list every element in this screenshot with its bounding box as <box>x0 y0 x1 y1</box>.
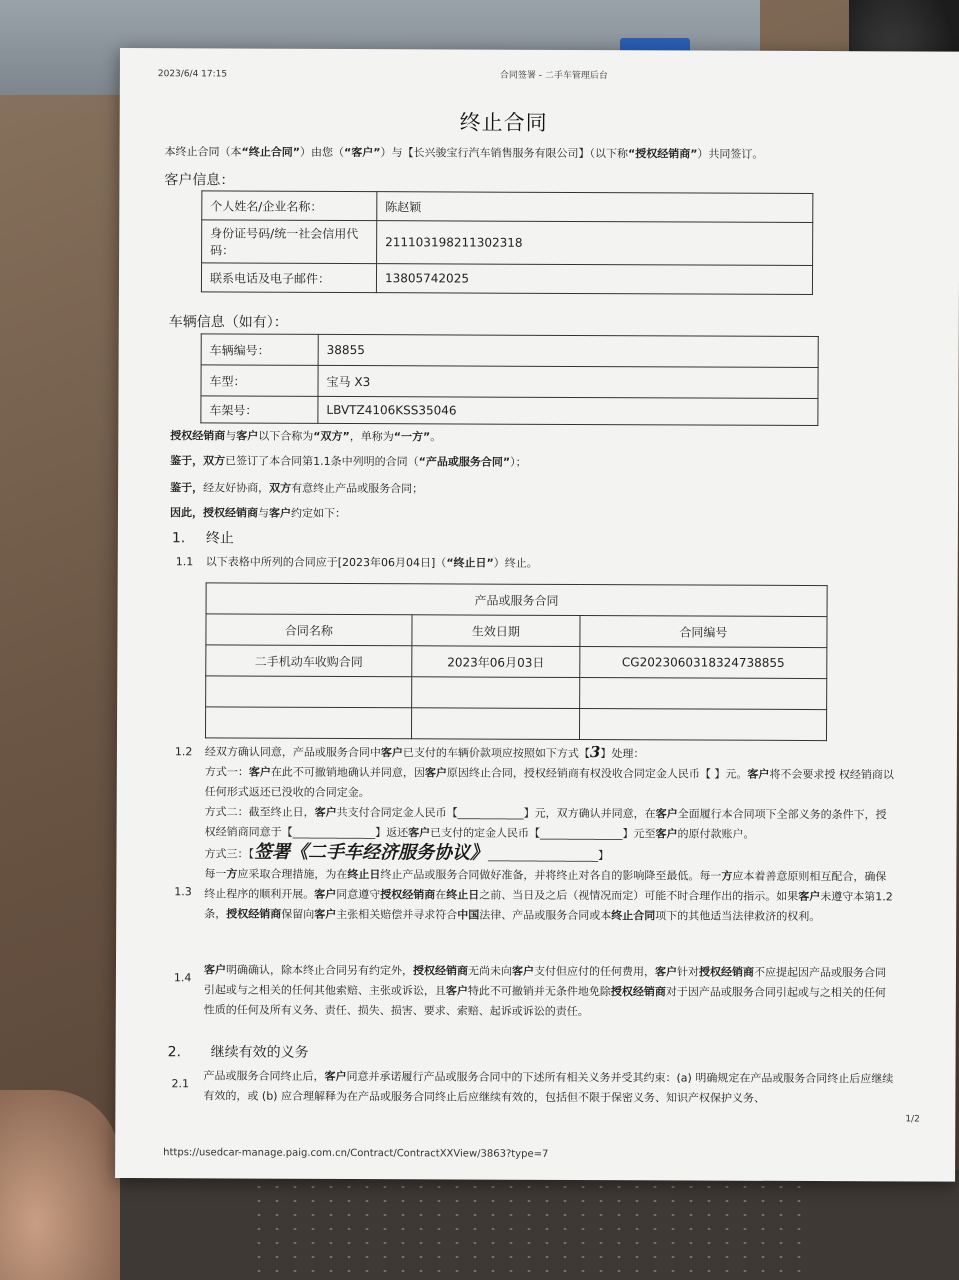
table-header-row <box>206 614 827 648</box>
clause-1-3-text: 每一方应采取合理措施，为在终止日终止产品或服务合同做好准备，并将终止对各自的影响降至最低。每一方应本着善意原则相互配合，确保终止程序的顺利开展。客户同意遵守授权经销商在终止日之前、当日及之后（视情况而定）可能不时合理作出的指示。如果客户未遵守本第1.2条，授权经销商保留向客户主张相关赔偿并寻求符合中国法律、产品或服务合同或本终止合同项下的其他适当法律救济的权利。 <box>204 867 893 924</box>
table-row: 身份证号码/统一社会信用代码： 211103198211302318 <box>202 220 813 266</box>
clause-1-2-body <box>204 740 895 867</box>
section-1-number: 1. <box>171 530 186 547</box>
document-page <box>115 48 959 1182</box>
table-row: 二手机动车收购合同 2023年06月03日 CG2023060318324738855 <box>206 645 827 679</box>
section-1-heading: 终止 <box>205 530 234 547</box>
section-2-heading: 继续有效的义务 <box>210 1044 309 1061</box>
intro-line: 本终止合同（本“终止合同”）由您（“客户”）与【长兴骏宝行汽车销售服务有限公司】（以下称“授权经销商”）共同签订。 <box>164 145 764 161</box>
clause-1-4-text: 客户明确确认，除本终止合同另有约定外，授权经销商无尚未向客户支付但应付的任何费用，客户针对授权经销商不应提起因产品或服务合同引起或与之相关的任何其他索赔、主张或诉讼，且客户特此不可撤销并无条件地免除授权经销商对于因产品或服务合同引起或与之相关的任何性质的任何及所有义务、责任、损失、损害、要求、索赔、起诉或诉讼的责任。 <box>203 963 887 1019</box>
clause-1-2-intro: 经双方确认同意，产品或服务合同中客户已支付的车辆价款项应按照如下方式【3】处理： <box>204 743 645 762</box>
clause-1-2-number: 1.2 <box>174 745 193 759</box>
section-2-number: 2. <box>167 1044 182 1061</box>
hand <box>0 1090 120 1280</box>
sleeve <box>0 1170 959 1280</box>
customer-heading: 客户信息： <box>164 172 235 189</box>
recital-4: 因此，授权经销商与客户约定如下： <box>169 506 346 520</box>
clause-2-1-text: 产品或服务合同终止后，客户同意并承诺履行产品或服务合同中的下述所有相关义务并受其约束：(a) 明确规定在产品或服务合同终止后应继续有效的，或 (b) 应合理解释为在产品或服务合同终止后应继续有效的，包括但不限于保密义务、知识产权保护义务、 <box>203 1069 894 1105</box>
table-row <box>206 676 827 710</box>
table-caption: 产品或服务合同 <box>206 583 827 617</box>
table-row <box>205 707 826 741</box>
method-three: 方式三：【签署《二手车经济服务协议》____________________】 <box>204 841 610 864</box>
recital-2: 鉴于，双方已签订了本合同第1.1条中列明的合同（“产品或服务合同”）； <box>170 454 527 469</box>
clause-1-1-number: 1.1 <box>175 555 194 569</box>
sleeve-pattern <box>250 1180 810 1280</box>
table-row: 联系电话及电子邮件： 13805742025 <box>201 263 812 295</box>
print-timestamp: 2023/6/4 17:15 <box>157 69 228 80</box>
page-number: 1/2 <box>905 1114 920 1125</box>
recital-3: 鉴于，经友好协商，双方有意终止产品或服务合同； <box>170 481 424 496</box>
recital-1: 授权经销商与客户以下合称为“双方”，单称为“一方”。 <box>170 429 442 444</box>
handwritten-method-three: 签署《二手车经济服务协议》 <box>253 841 489 864</box>
customer-table <box>201 190 813 295</box>
table-row: 车架号： LBVTZ4106KSS35046 <box>201 396 818 426</box>
method-one: 方式一：客户在此不可撤销地确认并同意，因客户原因终止合同，授权经销商有权没收合同定金人民币【 】元。客户将不会要求授 权经销商以任何形式返还已没收的合同定金。 <box>204 765 894 800</box>
vehicle-table <box>200 333 818 426</box>
clause-1-3-number: 1.3 <box>174 885 192 899</box>
page-title: 终止合同 <box>459 110 548 135</box>
vehicle-heading: 车辆信息（如有）： <box>168 314 288 331</box>
print-caption: 合同签署 - 二手车管理后台 <box>499 70 608 82</box>
handwritten-choice: 3 <box>589 743 601 762</box>
contract-table <box>205 582 828 741</box>
clause-1-1-text: 以下表格中所列的合同应于[2023年06月04日]（“终止日”）终止。 <box>205 555 538 570</box>
clause-1-4-number: 1.4 <box>173 971 192 985</box>
table-row: 车辆编号： 38855 <box>201 334 818 368</box>
clause-2-1-number: 2.1 <box>171 1077 190 1091</box>
table-row: 个人姓名/企业名称： 陈赵颖 <box>202 191 813 223</box>
method-two: 方式二：截至终止日，客户共支付合同定金人民币【____________】元，双方确认并同意，在客户全面履行本合同项下全部义务的条件下，授权经销商同意于【_______________】返还客户已支付的定金人民币【_______________】元至客户的原付款账户。 <box>204 805 887 841</box>
column-header: 合同编号 <box>580 616 827 648</box>
table-row: 车型： 宝马 X3 <box>201 365 818 399</box>
column-header: 合同名称 <box>206 614 412 646</box>
table-caption-row <box>206 583 827 617</box>
footer-url: https://usedcar-manage.paig.com.cn/Contract/ContractXXView/3863?type=7 <box>163 1147 549 1160</box>
column-header: 生效日期 <box>412 615 580 647</box>
